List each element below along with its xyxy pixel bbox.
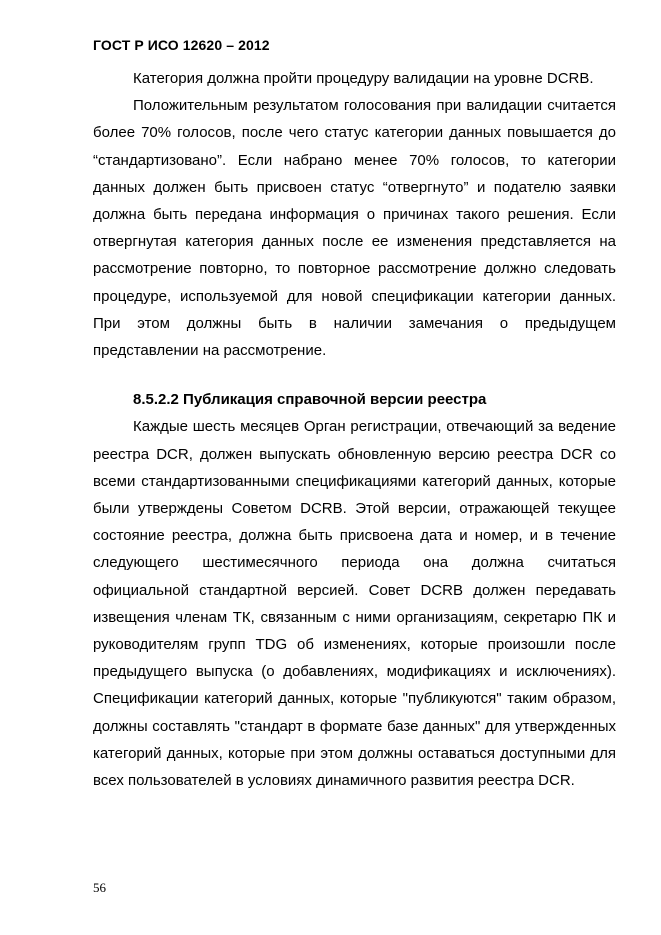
document-header: ГОСТ Р ИСО 12620 – 2012 [93, 37, 270, 53]
document-body [93, 65, 616, 794]
paragraph-voting: Положительным результатом голосования при валидации считается более 70% голосов, после чего статус категории данных повышается до “стандартизовано”. Если набрано менее 70% голосов, то категории данных должен быть присвоен статус “отвергнуто” и подателю заявки должна быть передана информация о причинах такого решения. Если отвергнутая категория данных после ее изменения представляется на рассмотрение повторно, то повторное рассмотрение должно следовать процедуре, используемой для новой спецификации категории данных. При этом должны быть в наличии замечания о предыдущем представлении на рассмотрение. [93, 97, 616, 360]
section-heading: 8.5.2.2 Публикация справочной версии реестра [133, 391, 487, 409]
page-number: 56 [93, 880, 106, 895]
paragraph-validation: Категория должна пройти процедуру валидации на уровне DCRB. [133, 70, 594, 87]
paragraph-publication: Каждые шесть месяцев Орган регистрации, отвечающий за ведение реестра DCR, должен выпускать обновленную версию реестра DCR со всеми стандартизованными спецификациями категорий данных, которые были утверждены Советом DCRB. Этой версии, отражающей текущее состояние реестра, должна быть присвоена дата и номер, и в течение следующего шестимесячного периода она должна считаться официальной стандартной версией. Совет DCRB должен передавать извещения членам ТК, связанным с ними организациям, секретарю ПК и руководителям групп TDG об изменениях, которые произошли после предыдущего выпуска (о добавлениях, модификациях и исключениях). Спецификации категорий данных, которые "публикуются" таким образом, должны составлять "стандарт в формате базе данных" для утвержденных категорий данных, которые при этом должны оставаться доступными для всех пользователей в условиях динамичного развития реестра DCR. [93, 418, 616, 790]
